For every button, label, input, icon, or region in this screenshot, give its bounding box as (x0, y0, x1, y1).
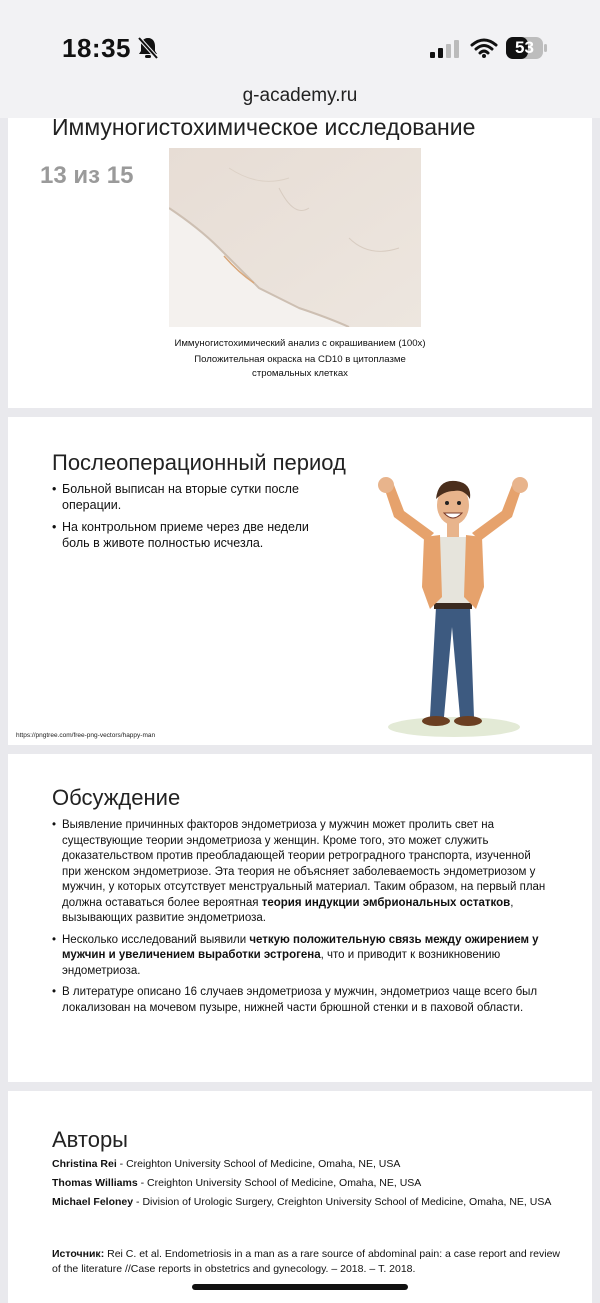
source-label: Источник: (52, 1248, 105, 1260)
slide-postoperative (8, 417, 592, 745)
battery-indicator (506, 37, 548, 59)
bullet-bold-text: четкую положительную связь между ожирением у мужчин и увеличением выработки эстрогена (62, 933, 539, 961)
bullet-list (52, 818, 552, 1022)
cellular-signal-icon (430, 40, 460, 58)
author-name: Christina Rei (52, 1158, 117, 1170)
list-item (52, 985, 552, 1016)
image-caption-line1: Иммуногистохимический анализ с окрашиванием (100x) (174, 338, 426, 349)
source-citation (52, 1247, 562, 1277)
address-bar[interactable] (0, 80, 600, 118)
bullet-list (52, 481, 312, 557)
image-caption-line3: стромальных клетках (252, 368, 348, 379)
slide-immunohistochemistry (8, 114, 592, 408)
bullet-text: Несколько исследований выявили (62, 933, 250, 946)
list-item (52, 818, 552, 927)
clock: 18:35 (62, 33, 131, 63)
author-entry (52, 1176, 562, 1190)
slide-authors (8, 1091, 592, 1303)
wifi-icon (470, 38, 498, 58)
list-item: • Больной выписан на вторые сутки после операции. (52, 481, 312, 513)
bullet-bold-text: теория индукции эмбриональных остатков (261, 896, 511, 909)
author-affiliation: - Creighton University School of Medicine, Omaha, NE, USA (116, 1158, 401, 1170)
author-affiliation: - Creighton University School of Medicine, Omaha, NE, USA (137, 1177, 422, 1189)
slide-title: Иммуногистохимическое исследование (52, 114, 476, 140)
bullet-text: Выявление причинных факторов эндометриоза у мужчин может пролить свет на существующие теории эндометриоза у женщин. Кроме того, это может служить доказательством против преобладающей теории ретроградного транспорта, изученной при женском эндометриозе. Эта теория не объясняет заболеваемость эндометриозом у мужчин, у которых отсутствует менструальный материал. Таким образом, на первый план должна оставаться более вероятная (62, 819, 546, 909)
battery-level: 53 (515, 38, 534, 57)
status-bar (0, 0, 600, 80)
author-name: Thomas Williams (52, 1177, 138, 1189)
author-entry (52, 1157, 562, 1171)
image-source-link[interactable]: https://pngtree.com/free-png-vectors/happy-man (16, 732, 156, 739)
histology-image (169, 148, 421, 327)
author-entry (52, 1195, 562, 1209)
source-text: Rei C. et al. Endometriosis in a man as a rare source of abdominal pain: a case report and review of the literature //Case reports in obstetrics and gynecology. – 2018. – Т. 2018. (52, 1248, 560, 1275)
slide-title: Послеоперационный период (52, 450, 346, 475)
url-text: g-academy.ru (242, 85, 358, 106)
bullet-text: В литературе описано 16 случаев эндометриоза у мужчин, эндометриоз чаще всего был локализован на мочевом пузыре, нижней части брюшной стенки и в паховой области. (62, 986, 538, 1014)
slide-title: Авторы (52, 1127, 128, 1152)
slide-counter: 13 из 15 (40, 162, 134, 189)
slide-discussion (8, 754, 592, 1082)
bullet-text: , вызывающих развитие эндометриоза. (62, 896, 514, 924)
bell-muted-icon (137, 36, 159, 60)
author-name: Michael Feloney (52, 1196, 134, 1208)
list-item: • На контрольном приеме через две недели боль в животе полностью исчезла. (52, 519, 312, 551)
slide-title: Обсуждение (52, 785, 181, 810)
bullet-text: , что и приводит к возникновению эндометриоза. (62, 949, 501, 977)
list-item (52, 933, 552, 980)
home-indicator[interactable] (192, 1284, 408, 1290)
happy-man-illustration (364, 477, 540, 739)
author-affiliation: - Division of Urologic Surgery, Creighton University School of Medicine, Omaha, NE, USA (133, 1196, 552, 1208)
image-caption-line2: Положительная окраска на CD10 в цитоплазме (194, 354, 406, 365)
